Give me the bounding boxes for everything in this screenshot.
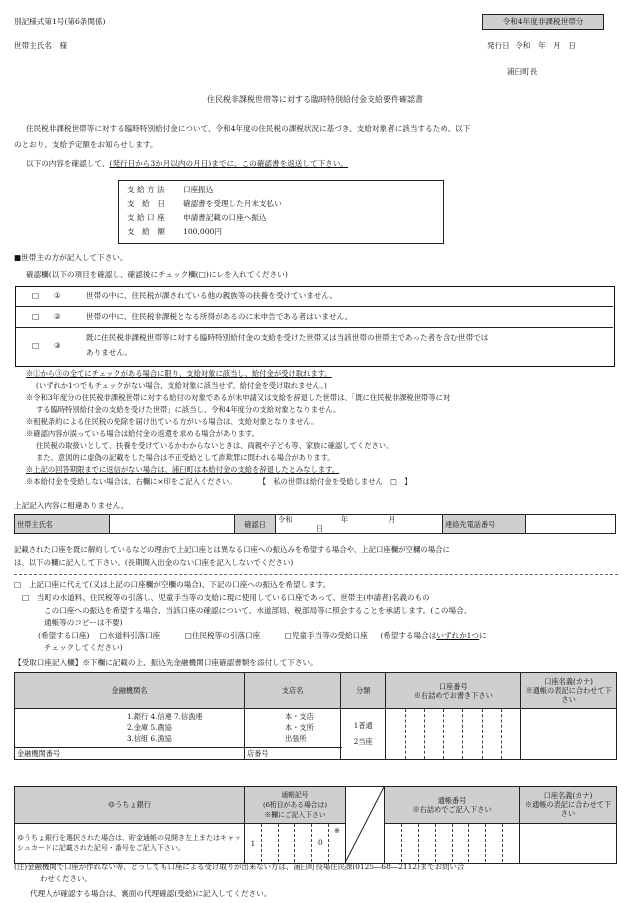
digit-box[interactable]	[485, 824, 502, 862]
yucho-symbol-field[interactable]	[245, 823, 346, 863]
confirmation-instruction: 確認欄(以下の項目を確認し、確認後にチェック欄(□)にレを入れてください)	[26, 270, 288, 279]
payment-account-label: 支 給 口 座	[127, 213, 165, 222]
note-5: ※上記の回答期限までに返信がない場合は、浦臼町は本給付金の支給を辞退したとみなします。	[26, 465, 340, 474]
digit-box[interactable]	[452, 824, 469, 862]
yucho-symbol-header	[245, 787, 346, 824]
digit-box[interactable]	[418, 824, 435, 862]
bank-type-line-1: 1.銀行 4.信連 7.信漁連	[127, 712, 203, 722]
note-2: ※令和3年度分の住民税非課税世帯に対する給付の対象であるが未申請又は支給を辞退した世帯は、「既に住民税非課税世帯等に対	[26, 393, 451, 402]
branch-code-label: 店番号	[247, 748, 269, 758]
yucho-number-digits	[385, 824, 519, 862]
bank-name-field[interactable]	[15, 709, 245, 748]
yucho-note: ゆうちょ銀行を選択された場合は、貯金通帳の見開き左上またはキャッシュカードに記載された記号・番号をご記入下さい。	[15, 823, 245, 863]
payment-method-value: 口座振込	[183, 185, 214, 194]
payment-method-row	[127, 185, 213, 194]
confirm-date-label: 確認日	[235, 515, 276, 534]
payment-amount-value: 100,000円	[183, 227, 222, 236]
digit-box[interactable]	[501, 709, 520, 759]
note-1: ※①から③の全てにチェックがある場合に限り、支給対象に該当し、給付金が受け取れます。	[26, 369, 332, 378]
yucho-number-hint: ※右詰めでご記入下さい	[412, 804, 492, 814]
preferred-note-emphasis: いずれか1つ	[436, 631, 480, 640]
branch-name-header: 支店名	[245, 673, 341, 709]
payment-account-value: 申請書記載の口座へ振込	[183, 213, 267, 222]
digit-box[interactable]	[405, 709, 424, 759]
digit-box[interactable]	[468, 824, 485, 862]
yucho-digit-first: 1	[250, 838, 256, 848]
note-6-row	[26, 476, 622, 488]
payment-amount-row	[127, 227, 222, 236]
return-deadline-text: (発行日から3か月以内の月日)までに、この確認書を返送して下さい。	[109, 159, 348, 168]
payment-date-row	[127, 199, 282, 208]
yucho-unused-cell	[346, 787, 385, 864]
date-era: 令和	[278, 515, 293, 524]
bank-type-line-3: 3.信組 6.漁協	[127, 734, 172, 744]
householder-addressee: 世帯主氏名 様	[14, 41, 68, 50]
account-type-normal: 1普通	[353, 721, 373, 730]
payment-account-row	[127, 213, 267, 222]
yucho-holder-header	[520, 787, 617, 824]
note-3: ※租税条約による住民税の免除を届け出ている方がいる場合は、支給対象となりません。	[26, 417, 319, 426]
digit-box[interactable]	[443, 709, 462, 759]
bank-code-field[interactable]	[15, 747, 245, 759]
account-type-field[interactable]	[341, 709, 386, 760]
account-type-current: 2当座	[353, 737, 373, 746]
digit-box[interactable]	[435, 824, 452, 862]
bank-section-heading: 【受取口座記入欄】※下欄に記載の上、振込先金融機関口座確認書類を添付して下さい。	[14, 658, 318, 667]
section-divider	[14, 574, 618, 575]
item-3-number: ③	[54, 341, 61, 350]
householder-name-field[interactable]	[110, 515, 235, 534]
yucho-holder-hint: ※通帳の表記に合わせて下さい	[524, 800, 612, 819]
digit-box[interactable]	[482, 709, 501, 759]
note-6: ※本給付金を受給しない場合は、右欄に×印をご記入ください。	[26, 477, 237, 486]
checklist-item-1[interactable]	[16, 287, 613, 307]
strike-diagonal	[346, 787, 384, 861]
note-1-cont: (いずれか1つでもチェックがない場合、支給対象に該当せず、給付金を受け取れません。)	[36, 381, 327, 390]
account-number-header	[386, 673, 521, 709]
yucho-symbol-digits	[245, 824, 345, 862]
confirmation-statement: 上記記入内容に相違ありません。	[14, 501, 129, 510]
intro-paragraph-line1: 住民税非課税世帯等に対する臨時特別給付金について、令和4年度の住民税の課税状況に基づき、支給対象者に該当するため、以下	[26, 124, 471, 133]
digit-box[interactable]	[261, 824, 278, 862]
item-3-text-cont: ありません。	[86, 348, 133, 357]
checkbox-item-2[interactable]: □	[32, 312, 40, 321]
note-2-cont: する臨時特別給付金の支給を受けた世帯」に該当し、令和4年度分の支給対象となりません。	[36, 405, 341, 414]
item-3-text: 既に住民税非課税世帯等に対する臨時特別給付金の支給を受けた世帯又は当該世帯の世帯主であった者を含む世帯では	[86, 333, 489, 342]
yucho-digit-last: 0	[311, 824, 328, 862]
account-number-title: 口座番号	[438, 681, 468, 691]
issuer-name: 浦臼町長	[507, 67, 538, 76]
yucho-symbol-hint-2: ※欄にご記入下さい	[264, 810, 326, 819]
digit-box[interactable]	[294, 824, 311, 862]
account-number-field[interactable]	[386, 709, 521, 760]
account-holder-field[interactable]	[521, 709, 617, 760]
intro-paragraph-line2: のとおり、支給予定額をお知らせします。	[14, 140, 158, 149]
checkbox-item-3[interactable]: □	[32, 341, 40, 350]
alt-account-consent: この口座への振込を希望する場合、当該口座の確認について、水道部局、税部局等に照会することを承諾します。(この場合、	[44, 606, 472, 615]
digit-box[interactable]	[462, 709, 481, 759]
yucho-bank-table	[14, 786, 617, 864]
item-1-number: ①	[54, 291, 61, 300]
issue-date: 発行日 令和 年 月 日	[487, 41, 576, 50]
preferred-account-row	[38, 631, 487, 640]
yucho-extra-digit-mark[interactable]: ※	[328, 824, 345, 862]
preferred-note-prefix: (希望する場合は	[380, 631, 437, 640]
yucho-holder-field[interactable]	[520, 823, 617, 863]
fiscal-year-badge: 令和4年度非課税世帯分	[482, 14, 604, 30]
child-allowance-account-checkbox[interactable]: □児童手当等の受給口座	[284, 631, 368, 640]
date-day-unit: 日	[316, 524, 324, 533]
bank-name-header: 金融機関名	[15, 673, 245, 709]
footer-note: (注)金融機関で口座が作れない等、どうしても口座による受け取りが出来ない方は、浦臼町役場住民課(0125―68―2112)までお問い合	[14, 862, 465, 871]
note-4: ※確認内容が誤っている場合は給付金の返還を求める場合があります。	[26, 429, 259, 438]
return-instruction-prefix: 以下の内容を確認して、	[26, 159, 110, 168]
account-type-header: 分類	[341, 673, 386, 709]
alt-account-option-2[interactable]: □ 当町の水道料、住民税等の引落し、児童手当等の支給に現に使用している口座であって、世帯主(申請者)名義のもの	[22, 593, 430, 602]
phone-label: 連絡先電話番号	[443, 515, 526, 534]
yucho-holder-title: 口座名義(カナ)	[543, 791, 593, 801]
payment-amount-label: 支 給 額	[127, 227, 165, 236]
water-fee-account-checkbox[interactable]: □水道料引落口座	[99, 631, 161, 640]
branch-type-2: 本・支所	[285, 723, 314, 733]
checklist-item-3[interactable]	[16, 328, 613, 365]
checklist-item-2[interactable]	[16, 307, 613, 328]
item-1-text: 世帯の中に、住民税が課されている他の親族等の扶養を受けていません。	[86, 291, 338, 300]
yucho-symbol-hint: (6桁目がある場合は)	[262, 800, 327, 809]
yucho-bank-header: ゆうちょ銀行	[15, 787, 245, 824]
footer-note-cont: わせください。	[40, 874, 92, 883]
proxy-note: 代理人が確認する場合は、裏面の代理確認(受給)に記入してください。	[30, 889, 272, 898]
branch-code-field[interactable]	[245, 747, 341, 759]
signature-table	[14, 514, 616, 534]
householder-name-label: 世帯主氏名	[15, 515, 110, 534]
tax-account-checkbox[interactable]: □住民税等の引落口座	[184, 631, 261, 640]
account-number-digits	[386, 709, 520, 759]
account-holder-title: 口座名義(カナ)	[544, 677, 593, 686]
digit-box[interactable]	[385, 824, 401, 862]
note-4-cont2: また、意図的に虚偽の記載をした場合は不正受給として詐欺罪に問われる場合があります。	[36, 453, 335, 462]
notes-block	[26, 368, 622, 488]
branch-name-field[interactable]	[245, 709, 341, 748]
preferred-note-suffix: に	[479, 631, 487, 640]
alt-account-notice-cont: は、以下の欄に記入して下さい。(長期間入出金のない口座を記入しないでください)	[14, 558, 294, 567]
alt-account-option-1[interactable]: □ 上記口座に代えて(又は上記の口座欄が空欄の場合)、下記の口座への振込を希望します。	[14, 580, 331, 589]
yucho-number-title: 通帳番号	[437, 795, 467, 805]
item-2-number: ②	[54, 312, 61, 321]
payment-date-value: 確認書を受理した月末支払い	[183, 199, 282, 208]
digit-box[interactable]	[401, 824, 418, 862]
payment-date-label: 支 給 日	[127, 199, 165, 208]
payment-details-box	[118, 180, 444, 244]
alt-account-consent-cont: 通帳等のコピーは不要)	[44, 618, 123, 627]
digit-box[interactable]	[424, 709, 443, 759]
account-holder-header	[521, 673, 617, 709]
branch-type-1: 本・支店	[285, 712, 314, 722]
payment-method-label: 支 給 方 法	[127, 185, 165, 194]
form-number: 別記様式第1号(第6条関係)	[14, 17, 106, 26]
bank-type-line-2: 2.金庫 5.農協	[127, 723, 172, 733]
yucho-symbol-title: 通帳記号	[281, 790, 309, 799]
phone-field[interactable]	[526, 515, 616, 534]
bank-account-table	[14, 672, 617, 760]
branch-type-3: 出張所	[285, 734, 307, 744]
householder-heading: ■世帯主の方が記入して下さい。	[14, 253, 128, 262]
digit-box[interactable]	[386, 709, 404, 759]
date-year-unit: 年	[340, 515, 348, 524]
yucho-number-field[interactable]	[385, 823, 520, 863]
account-holder-hint: ※通帳の表記に合わせて下さい	[525, 686, 612, 704]
note-4-cont1: 住民税の取扱いとして、扶養を受けているかわからないときは、両親や子ども等、家族に確認してください。	[36, 441, 394, 450]
checkbox-item-1[interactable]: □	[32, 291, 40, 300]
bank-code-label: 金融機関番号	[17, 748, 61, 758]
return-deadline-instruction	[26, 159, 348, 168]
alt-account-notice: 記載された口座を既に解約しているなどの理由で上記口座とは異なる口座への振込みを希望する場合や、上記口座欄が空欄の場合に	[14, 545, 450, 554]
preferred-note-cont: チェックしてください)	[44, 643, 123, 652]
document-title: 住民税非課税世帯等に対する臨時特別給付金支給要件確認書	[207, 95, 423, 104]
item-2-text: 世帯の中に、住民税非課税となる所得があるのに未申告である者はいません。	[86, 312, 353, 321]
yucho-number-header	[385, 787, 520, 824]
digit-box[interactable]	[502, 824, 519, 862]
decline-benefit-checkbox[interactable]: 【 私の世帯は給付金を受給しません □ 】	[258, 477, 412, 486]
preferred-account-label: (希望する口座)	[38, 631, 90, 640]
date-month-unit: 月	[388, 515, 396, 524]
confirmation-checklist	[15, 286, 615, 367]
confirm-date-field[interactable]	[276, 515, 443, 534]
digit-box[interactable]	[278, 824, 295, 862]
account-number-hint: ※右詰めでお書き下さい	[413, 690, 493, 700]
